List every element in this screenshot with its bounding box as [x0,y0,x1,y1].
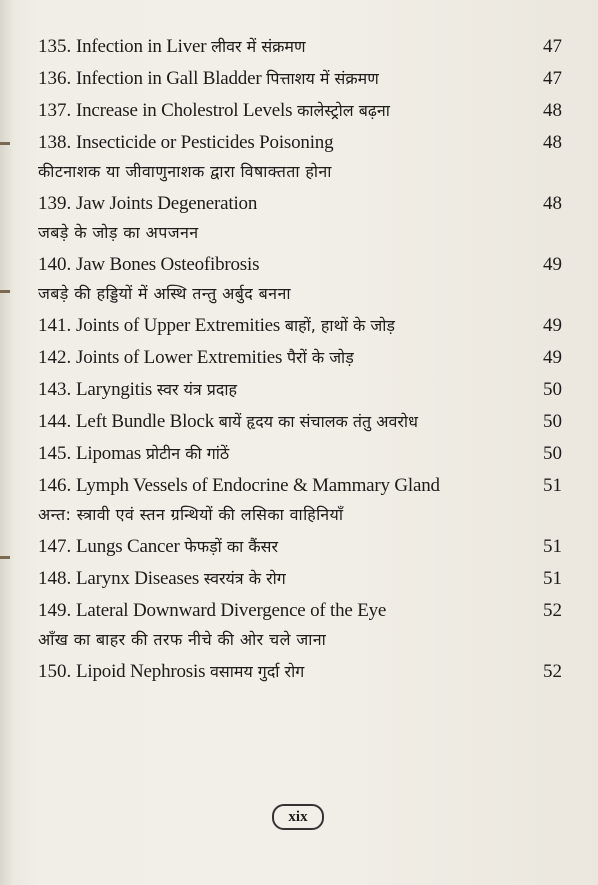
page-number: 47 [543,68,562,89]
list-item: 135. Infection in Liver लीवर में संक्रमण 47 [38,36,562,57]
page-number: 49 [543,347,562,368]
page-number: 49 [543,254,562,275]
page-number: 48 [543,193,562,214]
list-item: 144. Left Bundle Block बायें हृदय का संचालक तंतु अवरोध 50 [38,411,562,432]
page-number: 50 [543,411,562,432]
margin-mark [0,290,10,293]
page-number: 51 [543,568,562,589]
list-item: 142. Joints of Lower Extremities पैरों के जोड़ 49 [38,347,562,368]
list-item: 137. Increase in Cholestrol Levels कालेस्ट्रोल बढ़ना 48 [38,100,562,121]
page-number: 50 [543,443,562,464]
list-item: 146. Lymph Vessels of Endocrine & Mammary Gland अन्त: स्त्रावी एवं स्तन ग्रन्थियों की लसिका वाहिनियाँ 51 [38,475,562,524]
page-number: 47 [543,36,562,57]
page-number: 52 [543,600,562,621]
list-item: 145. Lipomas प्रोटीन की गांठें 50 [38,443,562,464]
page-folio: xix [272,804,324,830]
page-number: 48 [543,100,562,121]
margin-mark [0,556,10,559]
list-item: 138. Insecticide or Pesticides Poisoning कीटनाशक या जीवाणुनाशक द्वारा विषाक्तता होना 48 [38,132,562,181]
page-number: 52 [543,661,562,682]
list-item: 147. Lungs Cancer फेफड़ों का कैंसर 51 [38,536,562,557]
list-item: 150. Lipoid Nephrosis वसामय गुर्दा रोग 52 [38,661,562,682]
list-item: 149. Lateral Downward Divergence of the Eye आँख का बाहर की तरफ नीचे की ओर चले जाना 52 [38,600,562,649]
list-item: 141. Joints of Upper Extremities बाहों, हाथों के जोड़ 49 [38,315,562,336]
page-number: 50 [543,379,562,400]
margin-mark [0,142,10,145]
page-number: 51 [543,475,562,496]
list-item: 148. Larynx Diseases स्वरयंत्र के रोग 51 [38,568,562,589]
page-number: 51 [543,536,562,557]
list-item: 136. Infection in Gall Bladder पित्ताशय में संक्रमण 47 [38,68,562,89]
list-item: 139. Jaw Joints Degeneration जबड़े के जोड़ का अपजनन 48 [38,193,562,242]
contents-list [38,36,562,693]
page-number: 49 [543,315,562,336]
list-item: 140. Jaw Bones Osteofibrosis जबड़े की हड्डियों में अस्थि तन्तु अर्बुद बनना 49 [38,254,562,303]
list-item: 143. Laryngitis स्वर यंत्र प्रदाह 50 [38,379,562,400]
page-number: 48 [543,132,562,153]
